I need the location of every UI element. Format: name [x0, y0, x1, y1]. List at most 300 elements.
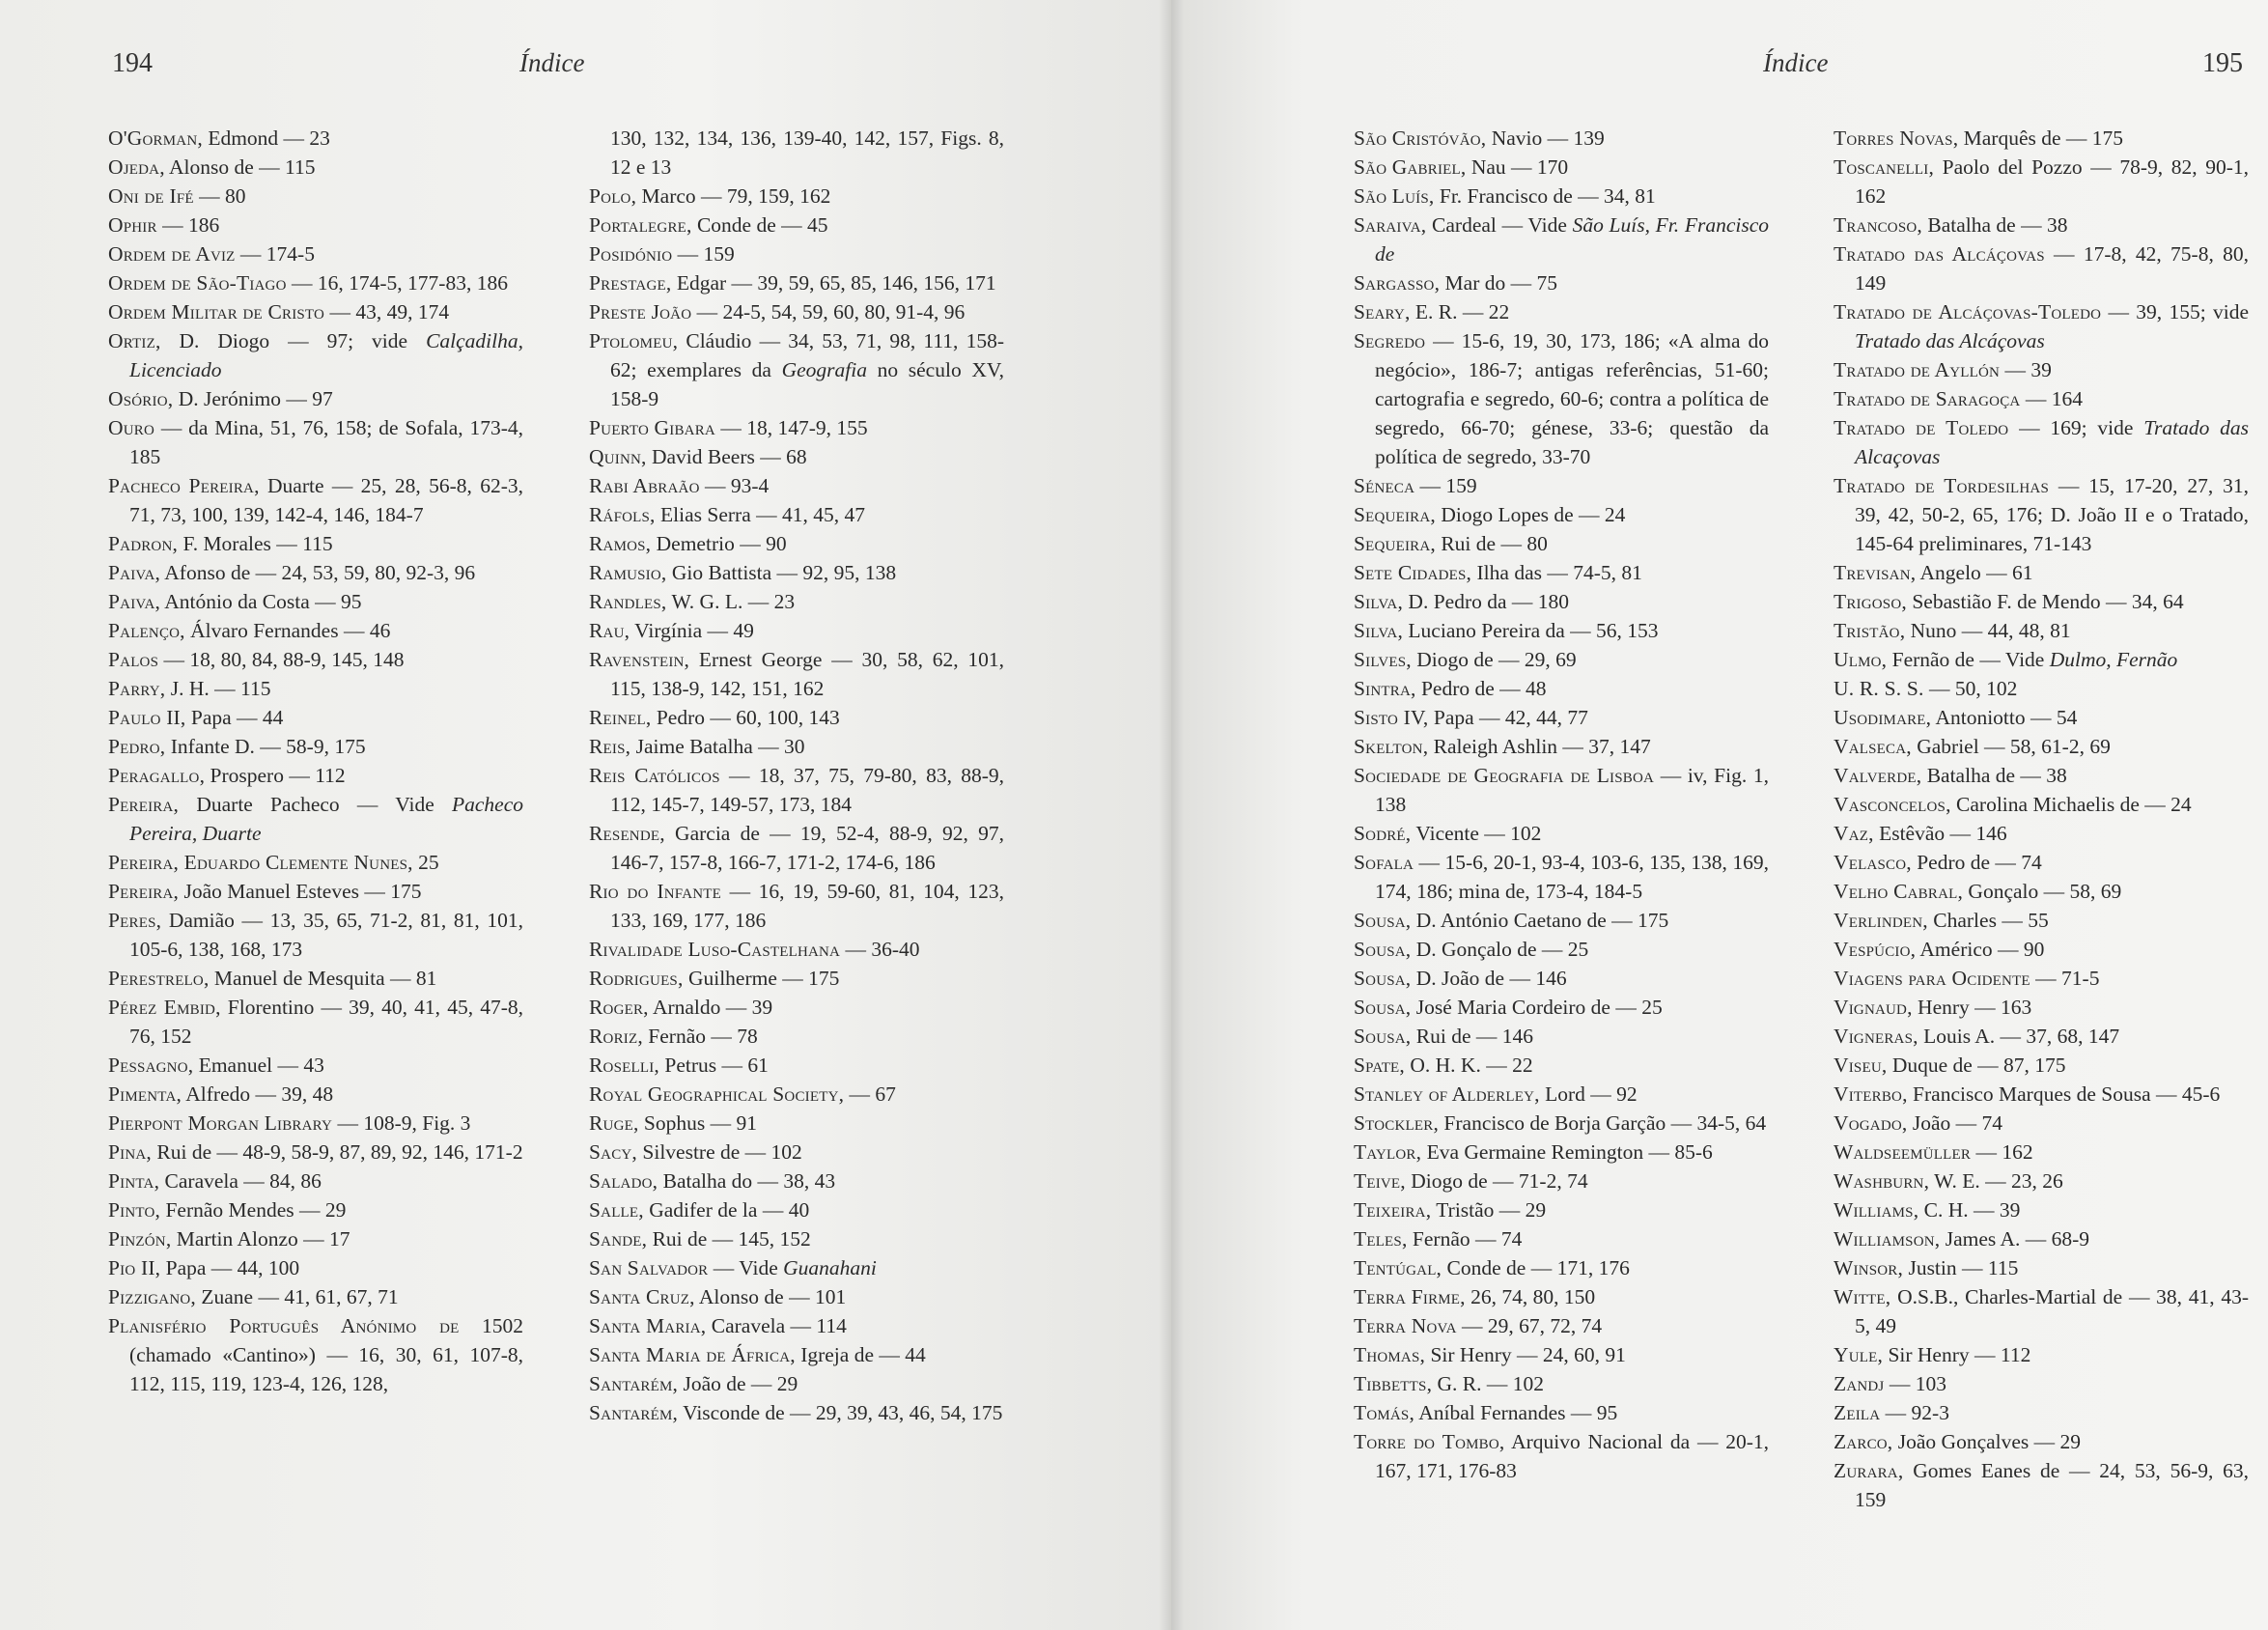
index-entry [589, 1080, 1004, 1109]
running-title-left: Índice [519, 48, 585, 77]
index-heading: O'Gorman, [108, 126, 203, 150]
index-heading: Velasco, [1834, 851, 1912, 874]
index-heading: Torre do Tombo, [1354, 1430, 1505, 1453]
index-locators: Martin Alonzo — 17 [171, 1227, 350, 1251]
index-heading: Sequeira, [1354, 532, 1436, 555]
index-locators: Gio Battista — 92, 95, 138 [666, 561, 897, 584]
index-heading: Waldseemüller [1834, 1140, 1972, 1164]
index-locators: — 92-3 [1880, 1401, 1949, 1424]
index-locators: Florentino — 39, 40, 41, 45, 47-8, 76, 152 [129, 996, 523, 1048]
index-heading: Zandj [1834, 1372, 1885, 1395]
index-crossref: Pacheco Pereira, Duarte [129, 793, 523, 845]
index-locators: Navio — 139 [1486, 126, 1605, 150]
index-entry [108, 1224, 523, 1253]
index-entry [1354, 964, 1769, 993]
index-entry [589, 587, 1004, 616]
index-locators: Carolina Michaelis de — 24 [1950, 793, 2192, 816]
index-entry [589, 935, 1004, 964]
index-heading: Teles, [1354, 1227, 1408, 1251]
index-heading: São Luís, [1354, 184, 1435, 208]
index-locators: Louis A. — 37, 68, 147 [1918, 1025, 2120, 1048]
index-locators: Fernão — 74 [1407, 1227, 1523, 1251]
index-entry [108, 732, 523, 761]
index-entry [108, 1138, 523, 1166]
index-heading: Sousa, [1354, 967, 1412, 990]
index-entry [1834, 1340, 2249, 1369]
index-locators: — 186 [156, 213, 220, 237]
index-entry [1834, 906, 2249, 935]
index-heading: Williamson, [1834, 1227, 1941, 1251]
index-entry [108, 877, 523, 906]
index-entry [1834, 1138, 2249, 1166]
index-locators: Manuel de Mesquita — 81 [209, 967, 437, 990]
index-heading: Ordem de São-Tiago [108, 271, 287, 295]
index-entry [589, 1282, 1004, 1311]
index-heading: Zarco, [1834, 1430, 1893, 1453]
index-heading: Stanley of Alderley, [1354, 1082, 1540, 1106]
index-heading: Rabi Abraão [589, 474, 700, 497]
index-crossref: Dulmo, Fernão [2049, 648, 2178, 671]
index-entry [108, 1051, 523, 1080]
index-locators: 25 [412, 851, 439, 874]
index-heading: Segredo [1354, 329, 1426, 352]
index-locators: Sebastião F. de Mendo — 34, 64 [1906, 590, 2184, 613]
index-entry [1354, 674, 1769, 703]
index-heading: Valseca, [1834, 735, 1912, 758]
index-heading: Tentúgal, [1354, 1256, 1442, 1279]
index-entry [589, 645, 1004, 703]
index-entry [1834, 1282, 2249, 1340]
index-entry [1354, 1282, 1769, 1311]
index-entry [589, 239, 1004, 268]
index-locators: 1502 (chamado «Cantino») — 16, 30, 61, 107-8, 112, 115, 119, 123-4, 126, 128, [129, 1314, 524, 1395]
index-locators: Paolo del Pozzo — 78-9, 82, 90-1, 162 [1855, 155, 2249, 208]
index-entry [1354, 182, 1769, 211]
index-entry [1834, 1369, 2249, 1398]
index-heading: Pinzón, [108, 1227, 172, 1251]
index-locators: Fernão Mendes — 29 [160, 1198, 347, 1222]
index-entry [1354, 326, 1769, 471]
index-entry [108, 616, 523, 645]
index-locators: — 18, 37, 75, 79-80, 83, 88-9, 112, 145-7, 149-57, 173, 184 [610, 764, 1004, 816]
index-heading: Trevisan, [1834, 561, 1917, 584]
index-heading: Washburn, [1834, 1169, 1930, 1193]
index-heading: Skelton, [1354, 735, 1429, 758]
index-heading: Tratado das Alcáçovas [1834, 242, 2045, 266]
index-locators: Garcia de — 19, 52-4, 88-9, 92, 97, 146-7, 157-8, 166-7, 171-2, 174-6, 186 [610, 822, 1004, 874]
index-heading: Sintra, [1354, 677, 1416, 700]
index-heading: Pina, [108, 1140, 152, 1164]
index-locators: Nau — 170 [1466, 155, 1569, 179]
index-heading: Terra Nova [1354, 1314, 1457, 1337]
right-page [1171, 0, 2268, 1630]
index-heading: Pessagno, [108, 1054, 194, 1077]
index-entry [1354, 1138, 1769, 1166]
index-heading: Santa Maria, [589, 1314, 707, 1337]
index-entry [1834, 153, 2249, 211]
index-heading: Ulmo, [1834, 648, 1888, 671]
index-entry [108, 153, 523, 182]
index-entry [589, 1369, 1004, 1398]
index-locators: Pedro de — 74 [1911, 851, 2042, 874]
index-heading: Ortiz, [108, 329, 161, 352]
index-locators: Rui de — 48-9, 58-9, 87, 89, 92, 146, 171-2 [152, 1140, 523, 1164]
index-locators: Vicente — 102 [1411, 822, 1542, 845]
index-entry [1834, 1080, 2249, 1109]
index-entry [108, 790, 523, 848]
index-entry [1834, 790, 2249, 819]
running-title-right: Índice [1763, 48, 1829, 77]
index-locators: James A. — 68-9 [1940, 1227, 2090, 1251]
index-entry [1834, 1051, 2249, 1080]
index-locators: Justin — 115 [1903, 1256, 2019, 1279]
index-locators: Guilherme — 175 [683, 967, 840, 990]
index-entry [108, 1311, 523, 1398]
index-entry [1354, 1427, 1769, 1485]
index-entry [589, 211, 1004, 239]
index-entry [108, 964, 523, 993]
index-locators: — 15, 17-20, 27, 31, 39, 42, 50-2, 65, 176; D. João II e o Tratado, 145-64 preliminares, 71-143 [1855, 474, 2249, 555]
index-entry [1834, 1456, 2249, 1514]
index-locators: Sophus — 91 [638, 1111, 757, 1135]
index-entry [1834, 1398, 2249, 1427]
index-heading: Trancoso, [1834, 213, 1922, 237]
index-locators: Edgar — 39, 59, 65, 85, 146, 156, 171 [671, 271, 996, 295]
index-heading: Vespúcio, [1834, 938, 1917, 961]
index-locators: Rui de — 80 [1435, 532, 1548, 555]
index-heading: Perestrelo, [108, 967, 210, 990]
index-heading: Quinn, [589, 445, 647, 468]
index-entry [1834, 413, 2249, 471]
index-locators: Cardeal — Vide [1426, 213, 1573, 237]
index-heading: Tristão, [1834, 619, 1906, 642]
index-locators: 130, 132, 134, 136, 139-40, 142, 157, Figs. 8, 12 e 13 [610, 126, 1004, 179]
index-heading: Velho Cabral, [1834, 880, 1964, 903]
index-entry [1354, 587, 1769, 616]
index-locators: Arnaldo — 39 [648, 996, 773, 1019]
index-heading: Viseu, [1834, 1054, 1888, 1077]
index-locators: — 16, 174-5, 177-83, 186 [286, 271, 508, 295]
index-entry [1834, 239, 2249, 297]
index-heading: Ouro [108, 416, 154, 439]
index-column-4 [1834, 124, 2249, 1514]
index-crossref: Calçadilha, Licenciado [129, 329, 523, 381]
index-entry [1834, 297, 2249, 355]
index-entry [108, 384, 523, 413]
index-locators: — 18, 147-9, 155 [714, 416, 868, 439]
index-crossref: Guanahani [783, 1256, 877, 1279]
index-heading: Sofala [1354, 851, 1414, 874]
index-entry [108, 1080, 523, 1109]
index-heading: Reinel, [589, 706, 652, 729]
index-locators: João Gonçalves — 29 [1892, 1430, 2082, 1453]
index-locators: — 71-5 [2030, 967, 2100, 990]
index-heading: Pereira, Eduardo Clemente Nunes, [108, 851, 413, 874]
book-gutter [1159, 0, 1184, 1630]
index-locators: Sir Henry — 24, 60, 91 [1425, 1343, 1626, 1366]
index-heading: Salle, [589, 1198, 644, 1222]
index-entry [589, 182, 1004, 211]
index-heading: Ophir [108, 213, 157, 237]
index-entry [589, 964, 1004, 993]
index-locators: — 162 [1971, 1140, 2033, 1164]
index-locators: Gabriel — 58, 61-2, 69 [1911, 735, 2111, 758]
index-heading: Winsor, [1834, 1256, 1904, 1279]
index-entry [1354, 529, 1769, 558]
index-heading: Roselli, [589, 1054, 659, 1077]
index-heading: Vignaud, [1834, 996, 1913, 1019]
index-entry [1834, 1195, 2249, 1224]
index-heading: Sete Cidades, [1354, 561, 1472, 584]
index-entry [108, 558, 523, 587]
index-entry [589, 326, 1004, 413]
index-locators: — 43, 49, 174 [324, 300, 450, 323]
index-heading: Pierpont Morgan Library [108, 1111, 333, 1135]
index-entry [589, 1109, 1004, 1138]
index-locators: O. H. K. — 22 [1405, 1054, 1533, 1077]
index-heading: Pinta, [108, 1169, 160, 1193]
index-entry [108, 471, 523, 529]
index-heading: Santa Cruz, [589, 1285, 695, 1308]
index-heading: Trigoso, [1834, 590, 1907, 613]
index-heading: Tomás, [1354, 1401, 1415, 1424]
index-entry [1354, 268, 1769, 297]
index-heading: Viagens para Ocidente [1834, 967, 2030, 990]
index-locators: Silvestre de — 102 [637, 1140, 802, 1164]
index-entry [589, 471, 1004, 500]
index-heading: Teive, [1354, 1169, 1406, 1193]
index-entry [589, 1195, 1004, 1224]
index-entry [1834, 124, 2249, 153]
index-locators: Henry — 163 [1912, 996, 2032, 1019]
index-locators: Conde de — 171, 176 [1442, 1256, 1630, 1279]
index-entry [1834, 848, 2249, 877]
index-heading: Teixeira, [1354, 1198, 1432, 1222]
index-locators: Afonso de — 24, 53, 59, 80, 92-3, 96 [160, 561, 476, 584]
index-locators: — 16, 19, 59-60, 81, 104, 123, 133, 169, 177, 186 [610, 880, 1004, 932]
index-locators: Diogo de — 71-2, 74 [1405, 1169, 1588, 1193]
index-heading: Parry, [108, 677, 166, 700]
index-heading: Rio do Infante [589, 880, 722, 903]
index-entry [1354, 1253, 1769, 1282]
index-heading: Palos [108, 648, 159, 671]
index-heading: Roriz, [589, 1025, 643, 1048]
index-locators: — da Mina, 51, 76, 158; de Sofala, 173-4, 185 [129, 416, 523, 468]
index-locators: — 164 [2020, 387, 2083, 410]
index-locators: G. R. — 102 [1432, 1372, 1545, 1395]
index-entry [1834, 211, 2249, 239]
index-entry [1354, 1195, 1769, 1224]
index-heading: Silves, [1354, 648, 1412, 671]
index-heading: Tratado de Saragoça [1834, 387, 2021, 410]
index-heading: Ruge, [589, 1111, 639, 1135]
index-heading: Rau, [589, 619, 630, 642]
index-entry [108, 848, 523, 877]
index-entry [589, 993, 1004, 1022]
index-entry [1834, 877, 2249, 906]
index-entry [108, 239, 523, 268]
index-locators: W. E. — 23, 26 [1929, 1169, 2063, 1193]
index-heading: Spate, [1354, 1054, 1405, 1077]
index-entry [108, 906, 523, 964]
index-locators: Estêvão — 146 [1873, 822, 2007, 845]
index-entry [1834, 703, 2249, 732]
index-locators: — 15-6, 19, 30, 173, 186; «A alma do negócio», 186-7; antigas referências, 51-60; cartografia e segredo, 60-6; contra a política de segredo, 66-70; génese, 33-6; questão da política de segredo, 33-70 [1375, 329, 1769, 468]
index-entry [1354, 1340, 1769, 1369]
index-heading: Ramos, [589, 532, 652, 555]
index-crossref: Geografia [781, 358, 867, 381]
index-entry [1834, 1022, 2249, 1051]
index-entry [1354, 1398, 1769, 1427]
index-locators: — 174-5 [235, 242, 315, 266]
index-locators: António da Costa — 95 [160, 590, 362, 613]
index-locators: Aníbal Fernandes — 95 [1414, 1401, 1618, 1424]
index-entry [589, 268, 1004, 297]
index-entry [1834, 558, 2249, 587]
page-number-left: 194 [112, 48, 153, 78]
index-entry [1834, 355, 2249, 384]
index-heading: Royal Geographical Society, [589, 1082, 845, 1106]
index-heading: Sousa, [1354, 1025, 1412, 1048]
index-heading: Toscanelli, [1834, 155, 1935, 179]
index-heading: Zeila [1834, 1401, 1881, 1424]
index-entry [1834, 1427, 2249, 1456]
index-heading: Rodrigues, [589, 967, 684, 990]
index-heading: Sociedade de Geografia de Lisboa [1354, 764, 1655, 787]
index-entry [1354, 124, 1769, 153]
index-heading: Sacy, [589, 1140, 638, 1164]
index-locators: Arquivo Nacional da — 20-1, 167, 171, 176-83 [1375, 1430, 1769, 1482]
index-locators: João — 74 [1907, 1111, 2003, 1135]
index-locators: Antoniotto — 54 [1931, 706, 2078, 729]
index-heading: Peres, [108, 909, 162, 932]
index-entry [589, 819, 1004, 877]
index-locators: — 103 [1884, 1372, 1946, 1395]
index-locators: Petrus — 61 [658, 1054, 769, 1077]
index-entry [1834, 645, 2249, 674]
index-heading: Vogado, [1834, 1111, 1908, 1135]
index-heading: Pedro, [108, 735, 166, 758]
index-heading: Seary, [1354, 300, 1411, 323]
index-locators: Alonso de — 101 [694, 1285, 847, 1308]
index-locators: Alfredo — 39, 48 [182, 1082, 334, 1106]
index-entry [1834, 761, 2249, 790]
index-locators: Francisco Marques de Sousa — 45-6 [1907, 1082, 2221, 1106]
index-locators: Gadifer de la — 40 [643, 1198, 810, 1222]
index-locators: David Beers — 68 [646, 445, 807, 468]
index-heading: Sargasso, [1354, 271, 1441, 295]
index-locators: D. Diogo — 97; vide [160, 329, 427, 352]
index-heading: Ramusio, [589, 561, 667, 584]
index-locators: Pedro — 60, 100, 143 [651, 706, 840, 729]
index-heading: Pinto, [108, 1198, 161, 1222]
index-entry [108, 124, 523, 153]
index-locators: J. H. — 115 [165, 677, 271, 700]
index-heading: Paiva, [108, 590, 161, 613]
index-heading: Tratado de Ayllón [1834, 358, 2001, 381]
index-locators: Papa — 42, 44, 77 [1428, 706, 1588, 729]
index-locators: João de — 29 [678, 1372, 798, 1395]
index-entry [589, 732, 1004, 761]
index-heading: Sousa, [1354, 996, 1412, 1019]
index-locators: Demetrio — 90 [651, 532, 787, 555]
index-heading: Posidónio [589, 242, 673, 266]
index-locators: Francisco de Borja Garção — 34-5, 64 [1439, 1111, 1767, 1135]
index-locators: Rui de — 146 [1411, 1025, 1533, 1048]
index-heading: Ordem Militar de Cristo [108, 300, 325, 323]
index-heading: Zurara, [1834, 1459, 1904, 1482]
index-locators: — 93-4 [699, 474, 770, 497]
page-number-right: 195 [2202, 48, 2243, 78]
index-heading: Randles, [589, 590, 667, 613]
index-entry [108, 674, 523, 703]
index-locators: Batalha do — 38, 43 [658, 1169, 836, 1193]
index-heading: Salado, [589, 1169, 658, 1193]
index-entry [1354, 1051, 1769, 1080]
index-locators: Papa — 44, 100 [160, 1256, 300, 1279]
index-heading: Santarém, [589, 1401, 679, 1424]
index-locators: Batalha de — 38 [1922, 213, 2068, 237]
index-locators: — 17-8, 42, 75-8, 80, 149 [1855, 242, 2249, 295]
index-entry [589, 500, 1004, 529]
index-crossref: São Luís, Fr. Francisco de [1375, 213, 1769, 266]
index-entry [108, 297, 523, 326]
index-locators: D. António Caetano de — 175 [1411, 909, 1669, 932]
index-heading: Reis, [589, 735, 631, 758]
index-entry [1354, 1080, 1769, 1109]
index-entry [1834, 819, 2249, 848]
index-entry [1354, 153, 1769, 182]
index-locators: Rui de — 145, 152 [647, 1227, 811, 1251]
index-heading: Paulo II, [108, 706, 186, 729]
index-heading: Ravenstein, [589, 648, 690, 671]
index-locators: — iv, Fig. 1, 138 [1375, 764, 1769, 816]
index-locators: Marquês de — 175 [1958, 126, 2124, 150]
index-entry [589, 1051, 1004, 1080]
index-locators: Duarte Pacheco — Vide [179, 793, 452, 816]
index-heading: Ordem de Aviz [108, 242, 236, 266]
index-heading: Sande, [589, 1227, 648, 1251]
index-locators: — 108-9, Fig. 3 [332, 1111, 471, 1135]
index-locators: — 159 [672, 242, 735, 266]
index-heading: Pereira, [108, 793, 180, 816]
index-heading: Prestage, [589, 271, 672, 295]
index-heading: Yule, [1834, 1343, 1884, 1366]
index-entry [589, 1224, 1004, 1253]
index-heading: São Cristóvão, [1354, 126, 1487, 150]
index-locators: Diogo Lopes de — 24 [1435, 503, 1626, 526]
index-entry [1354, 1224, 1769, 1253]
index-locators: Duarte — 25, 28, 56-8, 62-3, 71, 73, 100, 139, 142-4, 146, 184-7 [129, 474, 523, 526]
index-column-2 [589, 124, 1004, 1427]
index-entry [1834, 732, 2249, 761]
index-entry [1354, 211, 1769, 268]
index-entry [108, 1166, 523, 1195]
index-locators: — 50, 102 [1923, 677, 2018, 700]
index-heading: Usodimare, [1834, 706, 1932, 729]
index-heading: Sodré, [1354, 822, 1412, 845]
index-heading: Ojeda, [108, 155, 165, 179]
index-locators: Alonso de — 115 [164, 155, 316, 179]
index-heading: Tratado de Toledo [1834, 416, 2009, 439]
index-entry [1834, 587, 2249, 616]
index-locators: Américo — 90 [1916, 938, 2045, 961]
index-entry [589, 877, 1004, 935]
index-locators: Tristão — 29 [1431, 1198, 1547, 1222]
index-locators: — 36-40 [840, 938, 920, 961]
index-entry [589, 1253, 1004, 1282]
index-locators: Diogo de — 29, 69 [1411, 648, 1577, 671]
